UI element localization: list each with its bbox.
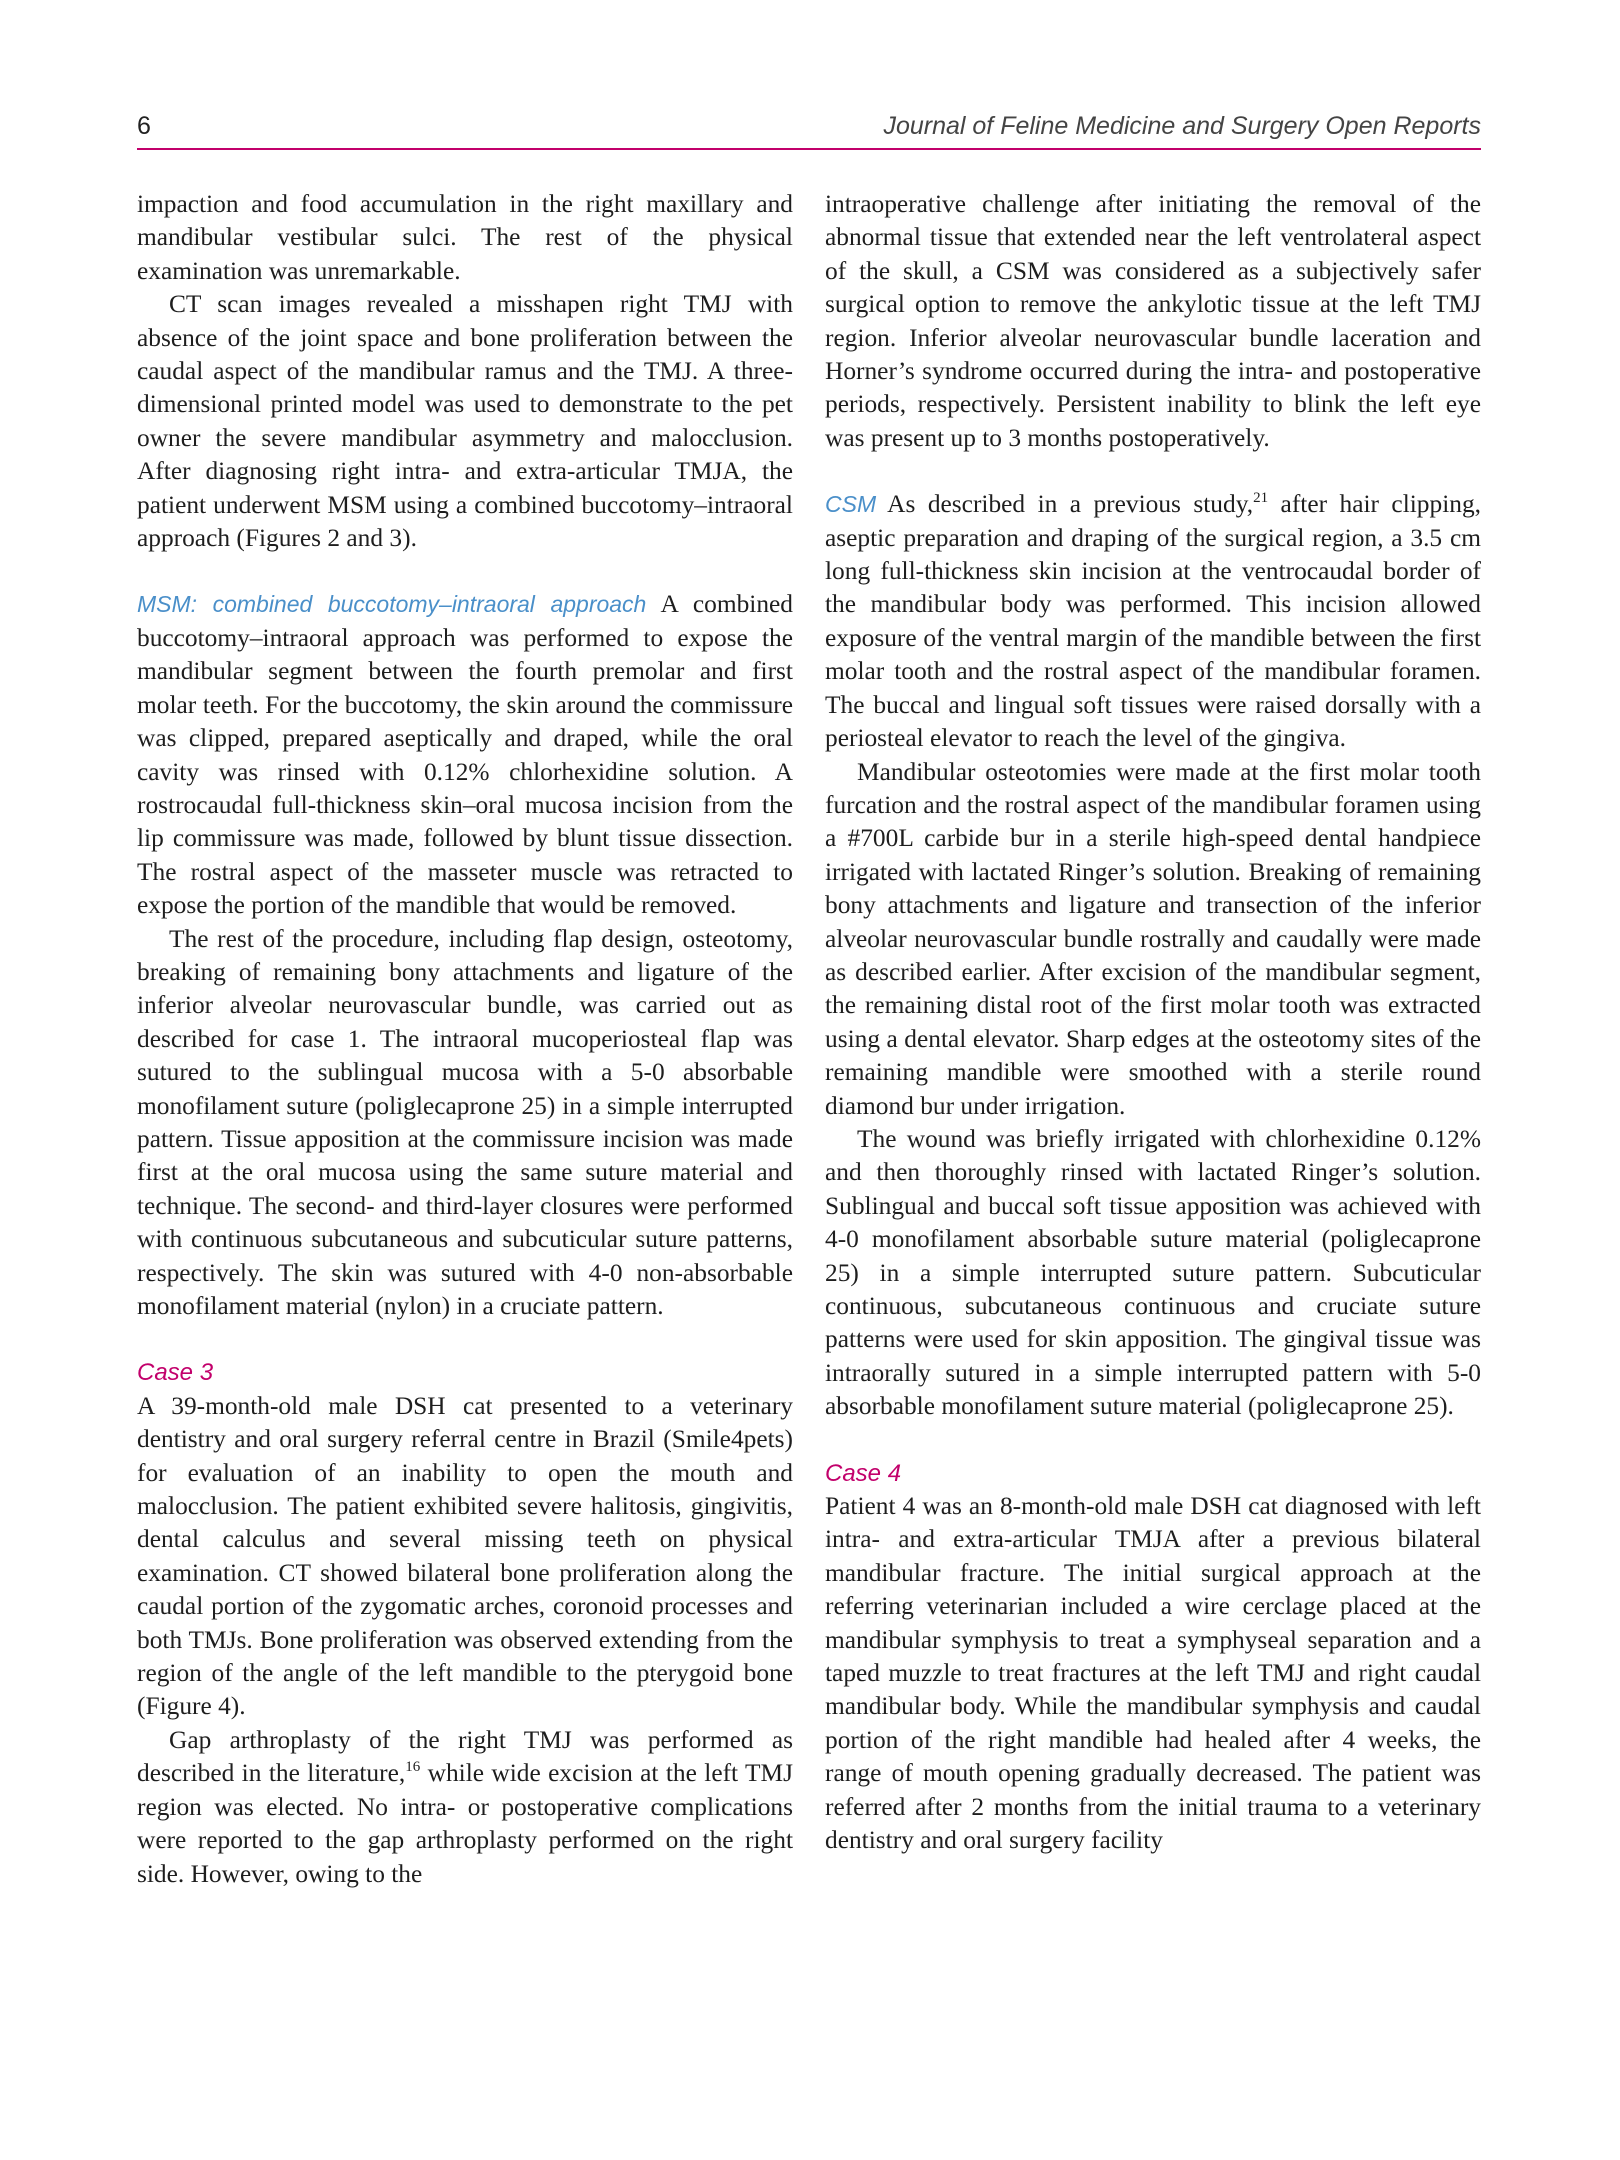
paragraph-text: after hair clipping, aseptic preparation and draping of the surgical region, a 3.5 cm long full-thickness skin incision at the ventrocaudal border of the mandibular body was performed. This incision allowed exposure of the ventral margin of the mandible between the first molar tooth and the rostral aspect of the mandibular foramen. The buccal and lingual soft tissues were raised dorsally with a periosteal elevator to reach the level of the gingiva. bbox=[825, 490, 1481, 753]
paragraph-text: Gap arthroplasty of the right TMJ was performed as described in the literature, bbox=[137, 1725, 793, 1788]
citation-ref: 21 bbox=[1253, 490, 1269, 507]
section-heading: CSM bbox=[825, 491, 877, 518]
paragraph bbox=[137, 588, 793, 922]
citation-ref: 16 bbox=[405, 1759, 421, 1776]
paragraph bbox=[825, 488, 1481, 755]
paragraph-text: As described in a previous study, bbox=[876, 490, 1254, 519]
paragraph: Mandibular osteotomies were made at the first molar tooth furcation and the rostral aspect of the mandibular foramen using a #700L carbide bur in a sterile high-speed dental handpiece irrigated with lactated Ringer’s solution. Breaking of remaining bony attachments and ligature and transection of the inferior alveolar neurovascular bundle rostrally and caudally were made as described earlier. After excision of the mandibular segment, the remaining distal root of the first molar tooth was extracted using a dental elevator. Sharp edges at the osteotomy sites of the remaining mandible were smoothed with a sterile round diamond bur under irrigation. bbox=[825, 757, 1481, 1120]
paragraph: Patient 4 was an 8-month-old male DSH cat diagnosed with left intra- and extra-articular TMJA after a previous bilateral mandibular fracture. The initial surgical approach at the referring veterinarian included a wire cerclage placed at the mandibular symphysis to treat a symphyseal separation and a taped muzzle to treat fractures at the left TMJ and right caudal mandibular body. While the mandibular symphysis and caudal portion of the right mandible had healed after 4 weeks, the range of mouth opening gradually decreased. The patient was referred after 2 months from the initial trauma to a veterinary dentistry and oral surgery facility bbox=[825, 1492, 1481, 1855]
paragraph bbox=[137, 1724, 793, 1891]
section-heading: Case 4 bbox=[825, 1459, 902, 1487]
section-heading: MSM: combined buccotomy–intraoral approach bbox=[137, 591, 647, 618]
right-column bbox=[825, 188, 1481, 1858]
paragraph: CT scan images revealed a misshapen right TMJ with absence of the joint space and bone proliferation between the caudal aspect of the mandibular ramus and the TMJ. A three-dimensional printed model was used to demonstrate to the pet owner the severe mandibular asymmetry and malocclusion. After diagnosing right intra- and extra-articular TMJA, the patient underwent MSM using a combined buccotomy–intraoral approach (Figures 2 and 3). bbox=[137, 290, 793, 553]
paragraph-text: while wide excision at the left TMJ region was elected. No intra- or postoperative complications were reported to the gap arthroplasty performed on the right side. However, owing to the bbox=[137, 1759, 794, 1888]
paragraph: A 39-month-old male DSH cat presented to a veterinary dentistry and oral surgery referral centre in Brazil (Smile4pets) for evaluation of an inability to open the mouth and malocclusion. The patient exhibited severe halitosis, gingivitis, dental calculus and several missing teeth on physical examination. CT showed bilateral bone proliferation along the caudal portion of the zygomatic arches, coronoid processes and both TMJs. Bone proliferation was observed extending from the region of the angle of the left mandible to the pterygoid bone (Figure 4). bbox=[137, 1391, 793, 1721]
journal-title: Journal of Feline Medicine and Surgery Open Reports bbox=[883, 112, 1481, 140]
paragraph-text: A combined buccotomy–intraoral approach was performed to expose the mandibular segment between the fourth premolar and first molar teeth. For the buccotomy, the skin around the commissure was clipped, prepared aseptically and draped, while the oral cavity was rinsed with 0.12% chlorhexidine solution. A rostrocaudal full-thickness skin–oral mucosa incision from the lip commissure was made, followed by blunt tissue dissection. The rostral aspect of the masseter muscle was retracted to expose the portion of the mandible that would be removed. bbox=[137, 590, 793, 920]
page-number: 6 bbox=[137, 112, 151, 140]
running-header bbox=[137, 108, 1481, 150]
left-column bbox=[137, 188, 793, 1891]
paragraph: The wound was briefly irrigated with chlorhexidine 0.12% and then thoroughly rinsed with lactated Ringer’s solution. Sublingual and buccal soft tissue apposition was achieved with 4-0 monofilament absorbable suture material (poliglecaprone 25) in a simple interrupted suture pattern. Subcuticular continuous, subcutaneous continuous and cruciate suture patterns were used for skin apposition. The gingival tissue was intraorally sutured in a simple interrupted pattern with 5-0 absorbable monofilament suture material (poliglecaprone 25). bbox=[825, 1124, 1481, 1421]
paragraph: impaction and food accumulation in the right maxillary and mandibular vestibular sulci. The rest of the physical examination was unremarkable. bbox=[137, 190, 793, 285]
section-heading: Case 3 bbox=[137, 1359, 214, 1387]
paragraph: intraoperative challenge after initiating the removal of the abnormal tissue that extended near the left ventrolateral aspect of the skull, a CSM was considered as a subjectively safer surgical option to remove the ankylotic tissue at the left TMJ region. Inferior alveolar neurovascular bundle laceration and Horner’s syndrome occurred during the intra- and postoperative periods, respectively. Persistent inability to blink the left eye was present up to 3 months postoperatively. bbox=[825, 190, 1481, 452]
paragraph: The rest of the procedure, including flap design, osteotomy, breaking of remaining bony attachments and ligature of the inferior alveolar neurovascular bundle, was carried out as described for case 1. The intraoral mucoperiosteal flap was sutured to the sublingual mucosa with a 5-0 absorbable monofilament suture (poliglecaprone 25) in a simple interrupted pattern. Tissue apposition at the commissure incision was made first at the oral mucosa using the same suture material and technique. The second- and third-layer closures were performed with continuous subcutaneous and subcuticular suture patterns, respectively. The skin was sutured with 4-0 non-absorbable monofilament material (nylon) in a cruciate pattern. bbox=[137, 924, 793, 1320]
